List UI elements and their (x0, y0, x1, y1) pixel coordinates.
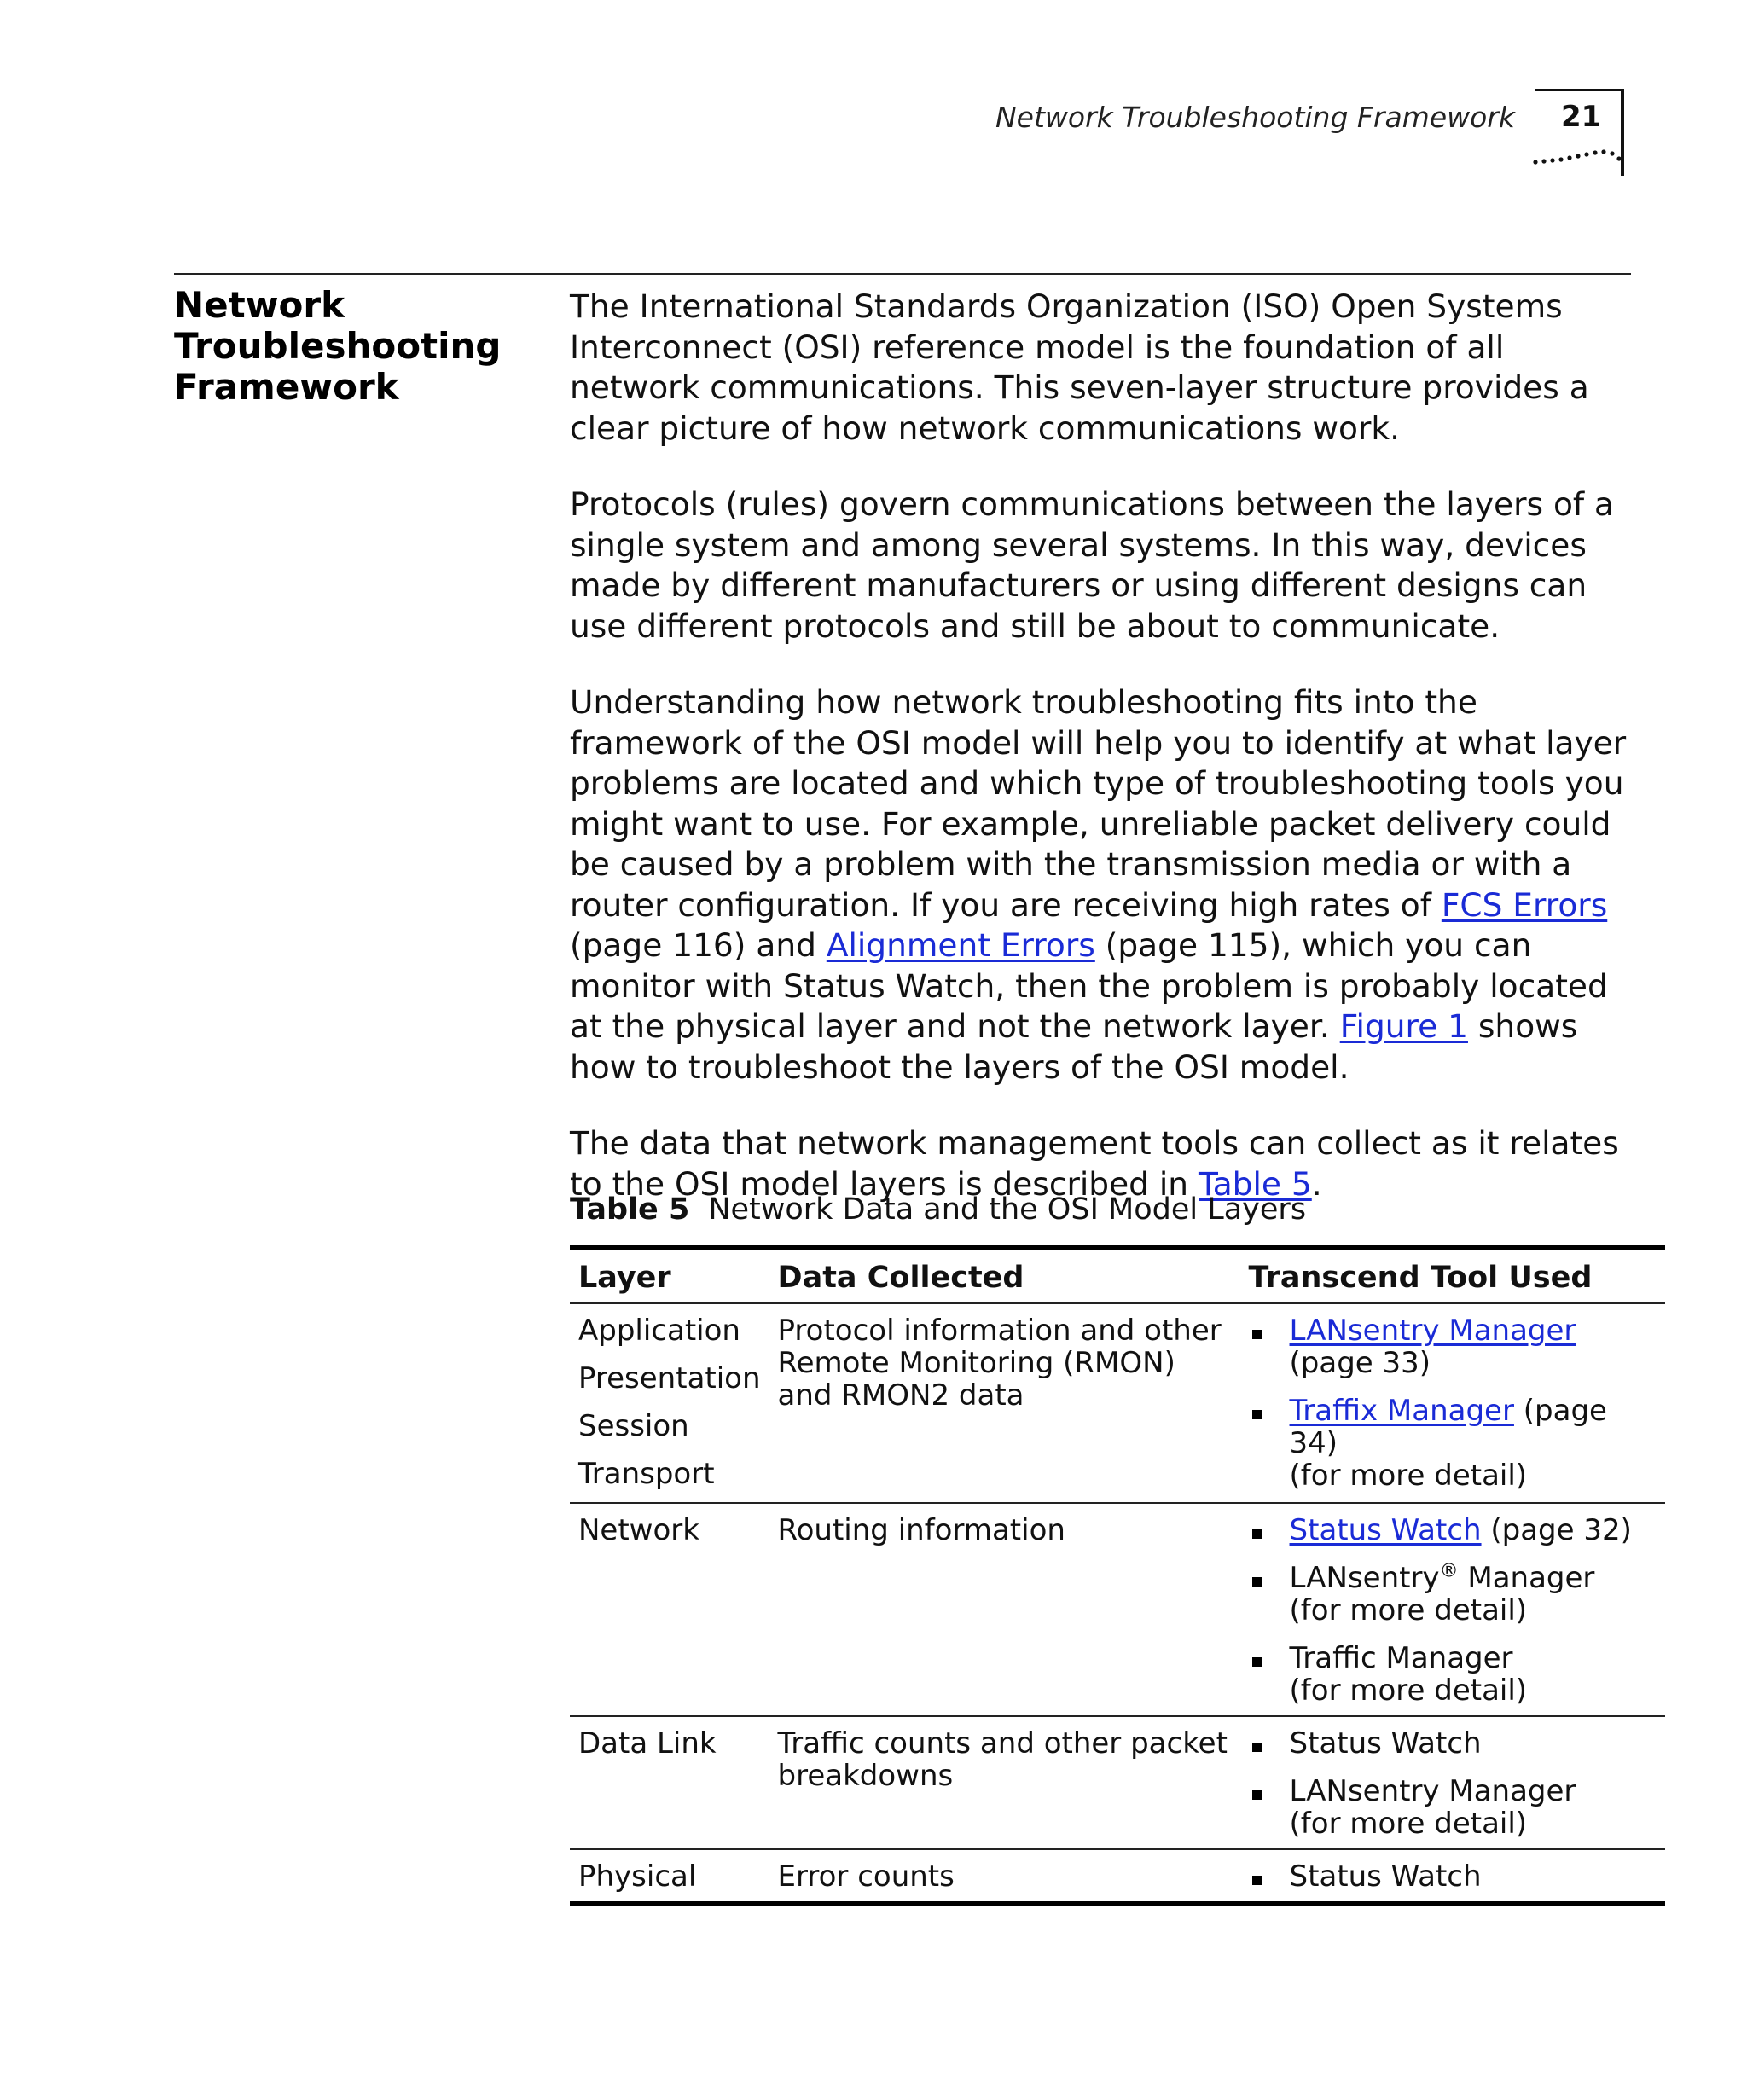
table-row (570, 1849, 1665, 1904)
tool-page-ref: (page 32) (1481, 1513, 1632, 1547)
tool-cell (1240, 1849, 1665, 1904)
tool-list (1249, 1727, 1657, 1840)
layer-cell (570, 1303, 769, 1503)
column-header-layer: Layer (570, 1248, 769, 1304)
tool-note: (for more detail) (1289, 1807, 1528, 1841)
tool-cell (1240, 1303, 1665, 1503)
section-heading-line: Network (174, 284, 345, 326)
tool-note: (for more detail) (1289, 1593, 1528, 1627)
square-bullet-icon (1252, 1743, 1262, 1752)
tool-list (1249, 1314, 1657, 1492)
paragraph-osi-intro: The International Standards Organization (ISO) Open Systems Interconnect (OSI) reference model is the foundation of all network communications. This seven-layer structure provides a clear picture of how network communications work. (570, 287, 1589, 447)
layer-name: Transport (578, 1457, 715, 1491)
body-text (570, 287, 1636, 1240)
osi-data-table (570, 1245, 1665, 1906)
layer-name: Physical (578, 1859, 697, 1894)
tool-cell (1240, 1503, 1665, 1716)
layer-name: Session (578, 1409, 689, 1443)
tool-list (1249, 1860, 1657, 1893)
table-header-row (570, 1248, 1665, 1304)
layer-cell (570, 1716, 769, 1849)
layer-name: Data Link (578, 1726, 717, 1761)
paragraph-protocols: Protocols (rules) govern communications between the layers of a single system and among several systems. In this way, devices made by different manufacturers or using different designs can use different protocols and still be about to communicate. (570, 485, 1615, 645)
tool-name: Manager (1458, 1561, 1595, 1595)
table-row (570, 1503, 1665, 1716)
section-top-rule (174, 273, 1631, 275)
link-lansentry-manager[interactable]: LANsentry Manager (1289, 1314, 1576, 1348)
table-caption-text: Network Data and the OSI Model Layers (708, 1192, 1307, 1227)
data-collected-cell: Routing information (769, 1503, 1240, 1716)
square-bullet-icon (1252, 1410, 1262, 1419)
section-heading-line: Troubleshooting (174, 325, 502, 367)
tool-name: LANsentry (1289, 1561, 1440, 1595)
link-traffix-manager[interactable]: Traffix Manager (1289, 1394, 1514, 1428)
column-header-data-collected: Data Collected (769, 1248, 1240, 1304)
tool-page-ref: (page 34) (1289, 1394, 1607, 1460)
layer-name: Network (578, 1513, 699, 1547)
paragraph-text: Understanding how network troubleshooting fits into the framework of the OSI model will help you to identify at what layer problems are located and which type of troubleshooting tools you might want to use. For example, unreliable packet delivery could be caused by a problem with the transmission media or with a router configuration. If you are receiving high rates of (570, 683, 1627, 924)
layer-name: Application (578, 1314, 740, 1348)
data-collected-cell: Error counts (769, 1849, 1240, 1904)
tool-list (1249, 1514, 1657, 1707)
tool-item (1249, 1727, 1657, 1760)
tool-note: (for more detail) (1289, 1674, 1528, 1708)
tool-name: Status Watch (1289, 1726, 1482, 1761)
data-collected-cell: Traffic counts and other packet breakdowns (769, 1716, 1240, 1849)
paragraph-text: . (1311, 1164, 1322, 1203)
layer-cell (570, 1503, 769, 1716)
tool-item (1249, 1395, 1657, 1492)
tool-note: (for more detail) (1289, 1459, 1528, 1493)
square-bullet-icon (1252, 1577, 1262, 1587)
layer-name: Presentation (578, 1361, 761, 1395)
data-collected-cell: Protocol information and other Remote Monitoring (RMON) and RMON2 data (769, 1303, 1240, 1503)
paragraph-text: The data that network management tools can collect as it relates to the OSI model layers is described in (570, 1124, 1619, 1203)
section-heading-line: Framework (174, 366, 399, 408)
tool-item (1249, 1314, 1657, 1379)
running-header-title: Network Troubleshooting Framework (995, 101, 1515, 134)
page-number: 21 (1561, 100, 1602, 134)
header-corner-top-rule (1535, 89, 1624, 91)
link-alignment-errors[interactable]: Alignment Errors (826, 926, 1095, 964)
square-bullet-icon (1252, 1657, 1262, 1667)
tool-name: LANsentry Manager (1289, 1774, 1576, 1808)
link-table-5[interactable]: Table 5 (1199, 1164, 1312, 1203)
square-bullet-icon (1252, 1876, 1262, 1885)
table-row (570, 1303, 1665, 1503)
tool-item (1249, 1775, 1657, 1840)
tool-item (1249, 1860, 1657, 1893)
link-status-watch[interactable]: Status Watch (1289, 1513, 1482, 1547)
tool-cell (1240, 1716, 1665, 1849)
column-header-tool-used: Transcend Tool Used (1240, 1248, 1665, 1304)
paragraph-text: shows how to troubleshoot the layers of the OSI model. (570, 1007, 1578, 1086)
table-row (570, 1716, 1665, 1849)
tool-name: Status Watch (1289, 1859, 1482, 1894)
table-caption-label: Table 5 (570, 1192, 690, 1227)
header-dots-ornament (1532, 143, 1626, 169)
registered-mark: ® (1439, 1560, 1459, 1582)
section-heading (174, 285, 532, 408)
tool-item (1249, 1514, 1657, 1546)
tool-name: Traffic Manager (1289, 1641, 1513, 1675)
tool-item (1249, 1642, 1657, 1707)
square-bullet-icon (1252, 1529, 1262, 1539)
link-figure-1[interactable]: Figure 1 (1339, 1007, 1468, 1045)
paragraph-troubleshooting (570, 682, 1636, 1088)
square-bullet-icon (1252, 1330, 1262, 1339)
paragraph-text: (page 115), which you can monitor with Status Watch, then the problem is probably located at the physical layer and not the network layer. (570, 926, 1608, 1045)
tool-page-ref: (page 33) (1289, 1346, 1431, 1380)
paragraph-text: (page 116) and (570, 926, 827, 964)
link-fcs-errors[interactable]: FCS Errors (1441, 885, 1608, 924)
square-bullet-icon (1252, 1790, 1262, 1800)
tool-item (1249, 1562, 1657, 1627)
table-caption (570, 1192, 1306, 1227)
layer-cell (570, 1849, 769, 1904)
